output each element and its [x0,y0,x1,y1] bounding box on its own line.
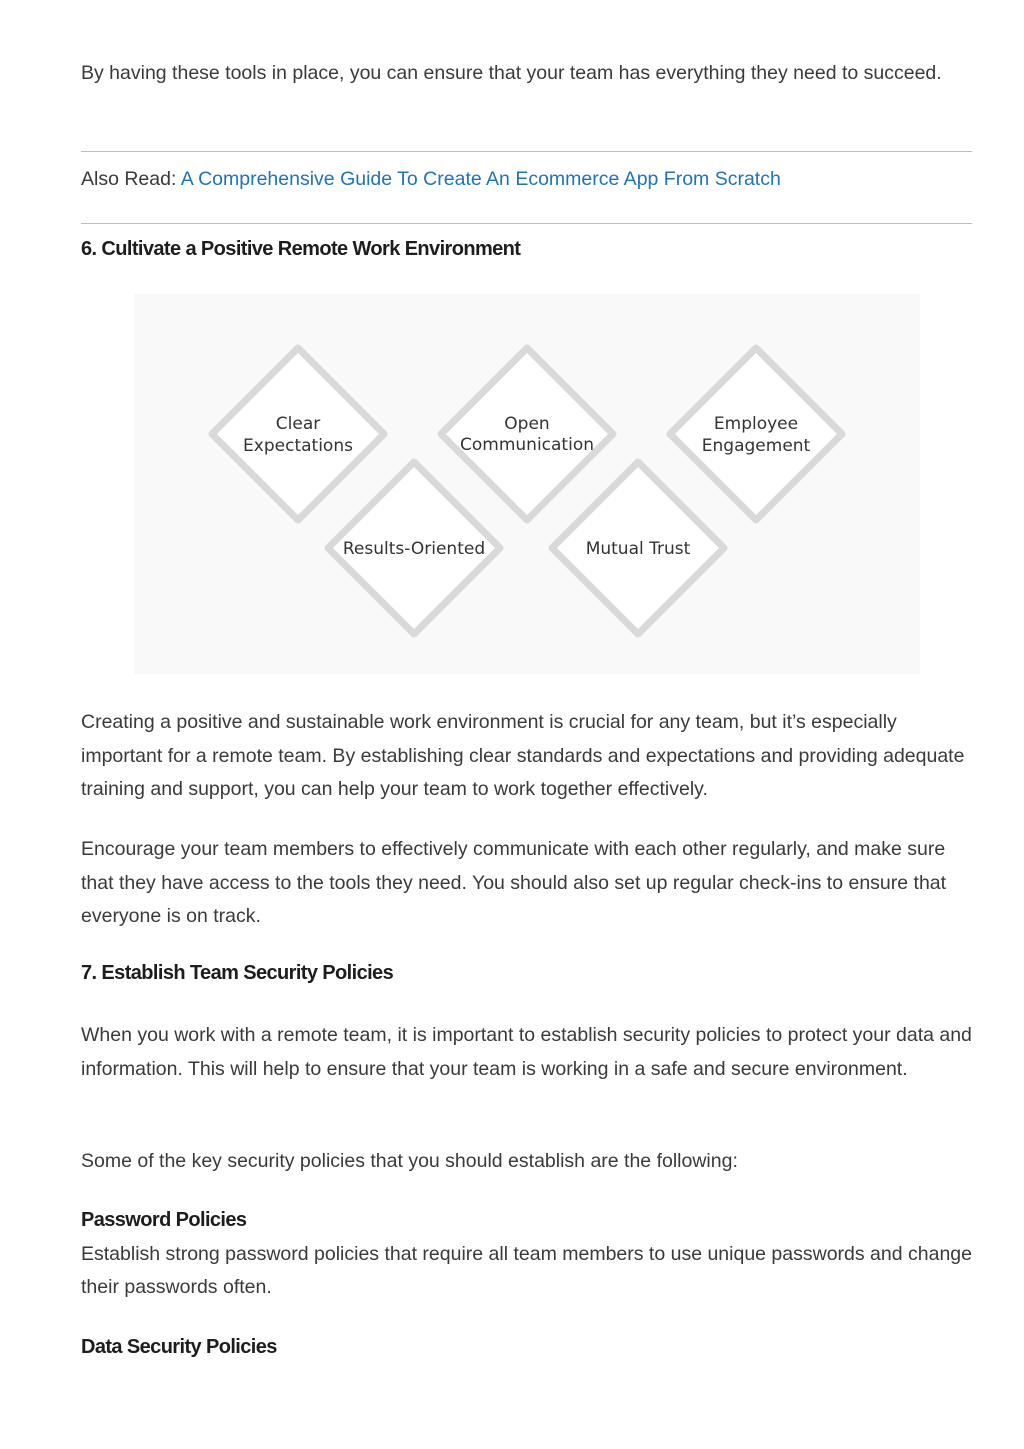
also-read-link[interactable]: A Comprehensive Guide To Create An Ecommerce App From Scratch [180,168,781,190]
diamond-open-communication-line2: Communication [460,435,594,455]
password-policies-title: Password Policies [81,1209,247,1231]
data-security-policies-title: Data Security Policies [81,1336,277,1358]
diamond-open-communication [441,348,613,520]
diamond-clear-expectations-line1: Clear [275,414,321,434]
section-6-paragraph-1: Creating a positive and sustainable work environment is crucial for any team, but it’s especially important for a remote team. By establishing clear standards and expectations and providing adequate training and support, you can help your team to work together effectively. [81,711,965,800]
diamond-clear-expectations-line2: Expectations [243,436,353,456]
divider-top [81,151,972,152]
diamond-results-oriented [328,462,500,634]
values-diagram-svg [134,294,920,674]
also-read-prefix: Also Read: [81,168,181,190]
password-policies-block [81,1204,973,1305]
diamond-employee-engagement-line1: Employee [713,414,799,434]
section-7-heading: 7. Establish Team Security Policies [81,962,394,984]
diamond-mutual-trust [552,462,724,634]
section-7-paragraph-2: Some of the key security policies that you should establish are the following: [81,1150,738,1172]
intro-paragraph: By having these tools in place, you can ensure that your team has everything they need to succeed. [81,62,942,84]
diamond-mutual-trust-label: Mutual Trust [585,539,691,559]
section-6-paragraph-2: Encourage your team members to effectively communicate with each other regularly, and make sure that they have access to the tools they need. You should also set up regular check-ins to ensure that everyone is on track. [81,838,947,927]
diamond-open-communication-line1: Open [504,414,550,434]
diamond-employee-engagement [670,348,842,520]
diamond-employee-engagement-line2: Engagement [701,436,811,456]
section-6-heading: 6. Cultivate a Positive Remote Work Environment [81,238,521,260]
section-7-paragraph-1: When you work with a remote team, it is important to establish security policies to protect your data and information. This will help to ensure that your team is working in a safe and secure environment. [81,1024,972,1080]
diamond-clear-expectations [212,348,384,520]
also-read [81,163,781,197]
diamond-results-oriented-label: Results-Oriented [342,539,486,559]
divider-bottom [81,223,972,224]
password-policies-text: Establish strong password policies that require all team members to use unique passwords and change their passwords often. [81,1242,972,1298]
values-diagram [134,294,920,674]
